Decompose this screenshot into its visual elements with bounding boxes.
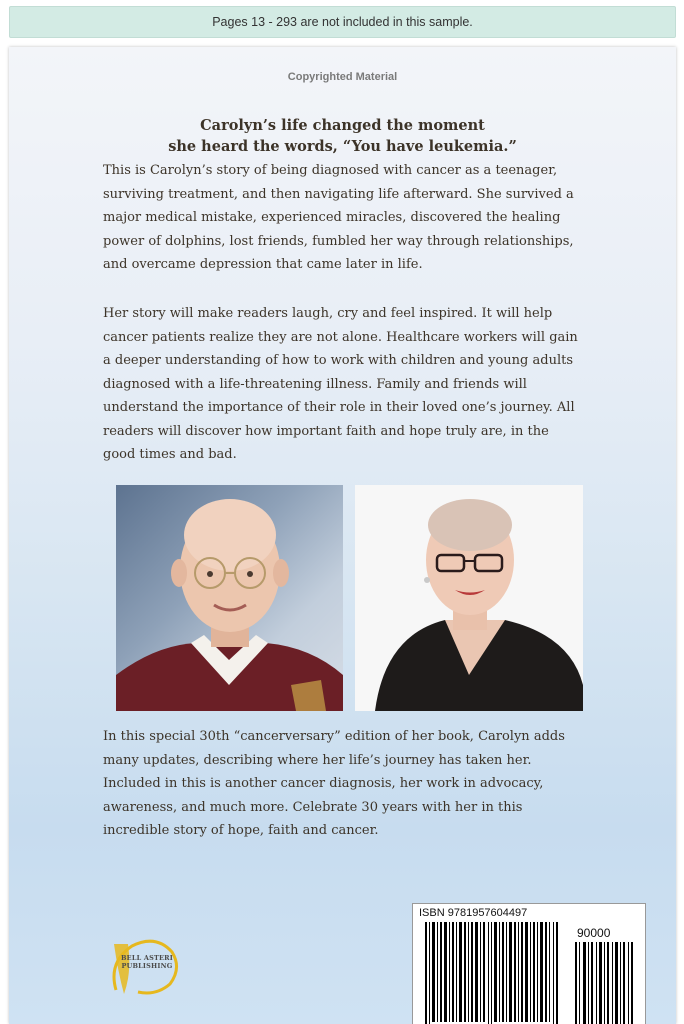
blurb-paragraph-2: Her story will make readers laugh, cry and feel inspired. It will help cancer patients realize they are not alone. Healthcare workers will gain a deeper understanding of how to work with children and young adults diagnosed with a life-threatening illness. Family and friends will understand the importance of their role in their loved one’s journey. All readers will discover how important faith and hope truly are, in the good times and bad. [103,306,578,462]
cover-headline [9,115,676,157]
book-back-cover [9,47,676,1024]
publisher-name-line-2: PUBLISHING [121,962,173,970]
isbn-barcode [412,903,646,1024]
price-code: 90000 [577,926,611,940]
headline-line-1: Carolyn’s life changed the moment [200,117,485,134]
teen-portrait-photo [116,485,343,711]
sample-notice-text: Pages 13 - 293 are not included in this sample. [212,15,473,29]
adult-portrait-photo [355,485,583,711]
publisher-name-line-1: BELL ASTERI [120,954,174,962]
sample-notice-banner [9,6,676,38]
publisher-logo [104,932,184,1002]
barcode-bars [425,922,565,1024]
isbn-number: ISBN 9781957604497 [419,907,528,919]
copyright-label: Copyrighted Material [287,71,398,83]
headline-line-2: she heard the words, “You have leukemia.” [168,138,517,155]
blurb-paragraph-1: This is Carolyn’s story of being diagnosed with cancer as a teenager, surviving treatment, and then navigating life afterward. She survived a major medical mistake, experienced miracles, discovered the healing power of dolphins, lost friends, fumbled her way through relationships, and overcame depression that came later in life. [103,163,574,272]
barcode-addon-bars [575,942,637,1024]
blurb-paragraph-3: In this special 30th “cancerversary” edition of her book, Carolyn adds many updates, describing where her life’s journey has taken her. Included in this is another cancer diagnosis, her work in advocacy, awareness, and much more. Celebrate 30 years with her in this incredible story of hope, faith and cancer. [103,729,565,838]
